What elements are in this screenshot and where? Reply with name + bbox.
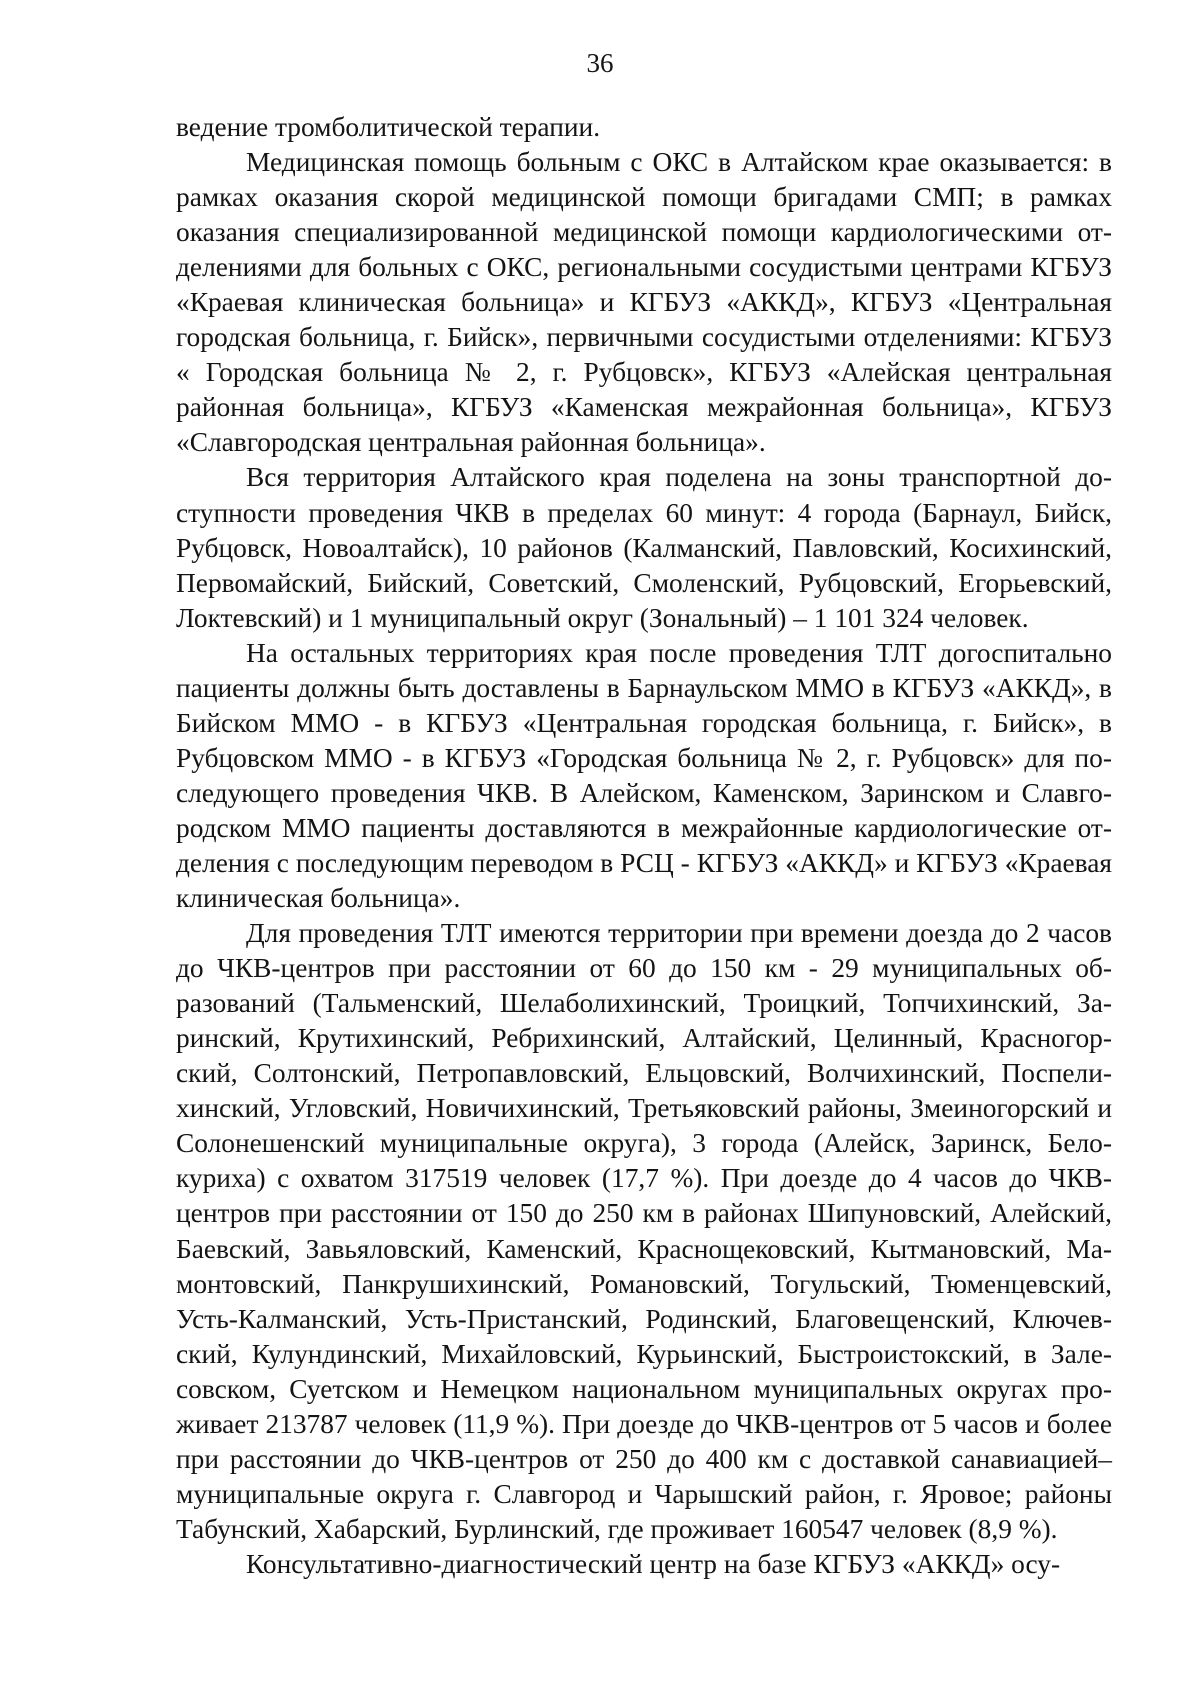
paragraph-transport-zones: Вся территория Алтайского края поделена на зоны транспортной доступности проведения ЧКВ в пределах 60 минут: 4 города (Барнаул, Бийск, Рубцовск, Новоалтайск), 10 районов (Калманский, Павловский, Косихинский, Первомайский, Бийский, Советский, Смоленский, Рубцовский, Егорьевский, Локтевский) и 1 муниципальный округ (Зональный) – 1 101 324 человек. [176, 462, 1112, 633]
body-text [176, 110, 1112, 1582]
paragraph-consultative-center: Консультативно-диагностический центр на базе КГБУЗ «АККД» осу- [246, 1548, 1061, 1579]
paragraph-tlt-territories: Для проведения ТЛТ имеются территории при времени доезда до 2 часов до ЧКВ-центров при расстоянии от 60 до 150 км - 29 муниципальных образований (Тальменский, Шелаболихинский, Троицкий, Топчихинский, Заринский, Крутихинский, Ребрихинский, Алтайский, Целинный, Красногорский, Солтонский, Петропавловский, Ельцовский, Волчихинский, Поспелихинский, Угловский, Новичихинский, Третьяковский районы, Змеиногорский и Солонешенский муниципальные округа), 3 города (Алейск, Заринск, Белокуриха) с охватом 317519 человек (17,7 %). При доезде до 4 часов до ЧКВ-центров при расстоянии от 150 до 250 км в районах Шипуновский, Алейский, Баевский, Завьяловский, Каменский, Краснощековский, Кытмановский, Мамонтовский, Панкрушихинский, Романовский, Тогульский, Тюменцевский, Усть-Калманский, Усть-Пристанский, Родинский, Благовещенский, Ключевский, Кулундинский, Михайловский, Курьинский, Быстроистокский, в Залесовском, Суетском и Немецком национальном муниципальных округах проживает 213787 человек (11,9 %). При доезде до ЧКВ-центров от 5 часов и более при расстоянии до ЧКВ-центров от 250 до 400 км с доставкой санавиацией– муниципальные округа г. Славгород и Чарышский район, г. Яровое; районы Табунский, Хабарский, Бурлинский, где проживает 160547 человек (8,9 %). [176, 918, 1112, 1544]
page-number: 36 [586, 48, 614, 78]
paragraph-continuation: ведение тромболитической терапии. [176, 112, 601, 142]
paragraph-other-territories: На остальных территориях края после проведения ТЛТ догоспитально пациенты должны быть доставлены в Барнаульском ММО в КГБУЗ «АККД», в Бийском ММО - в КГБУЗ «Центральная городская больница, г. Бийск», в Рубцовском ММО - в КГБУЗ «Городская больница № 2, г. Рубцовск» для последующего проведения ЧКВ. В Алейском, Каменском, Заринском и Славгородском ММО пациенты доставляются в межрайонные кардиологические отделения с последующим переводом в РСЦ - КГБУЗ «АККД» и КГБУЗ «Краевая клиническая больница». [176, 637, 1112, 914]
paragraph-medical-care: Медицинская помощь больным с ОКС в Алтайском крае оказывается: в рамках оказания скорой медицинской помощи бригадами СМП; в рамках оказания специализированной медицинской помощи кардиологическими отделениями для больных с ОКС, региональными сосудистыми центрами КГБУЗ «Краевая клиническая больница» и КГБУЗ «АККД», КГБУЗ «Центральная городская больница, г. Бийск», первичными сосудистыми отделениями: КГБУЗ « Городская больница № 2, г. Рубцовск», КГБУЗ «Алейская центральная районная больница», КГБУЗ «Каменская межрайонная больница», КГБУЗ «Славгородская центральная районная больница». [176, 147, 1112, 458]
